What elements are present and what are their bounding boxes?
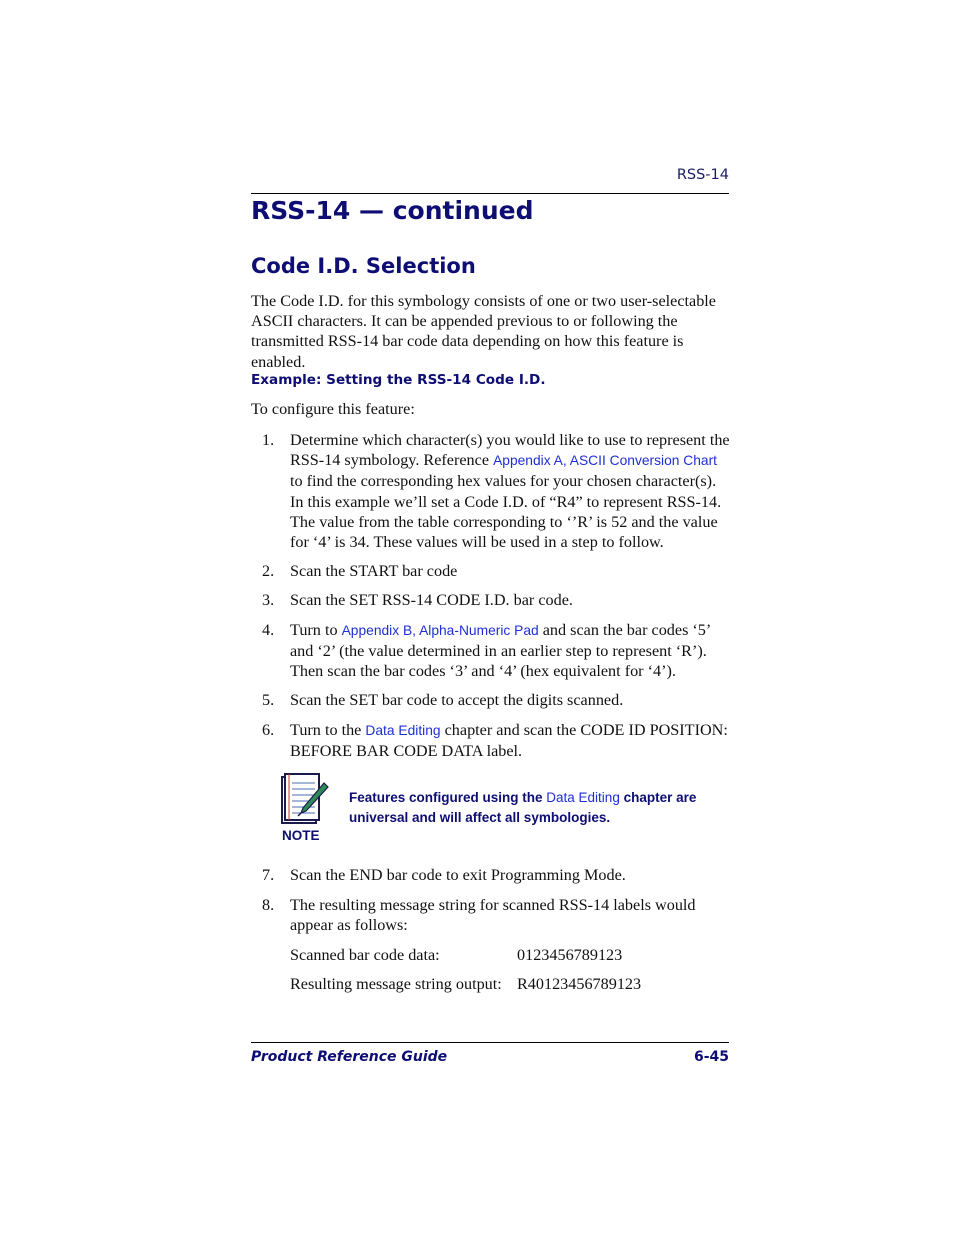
step-text-post: and scan the bar codes ‘5’ and ‘2’ (the value determined in an earlier step to represent ‘R’). Then scan the bar codes ‘3’ and ‘4’ (hex equivalent for ‘4’). (290, 621, 711, 681)
note-text-post: chapter are universal and will affect all symbologies. (349, 790, 697, 825)
footer-rule (251, 1042, 729, 1043)
step-number: 1. (262, 431, 275, 449)
note-icon (278, 771, 330, 831)
step-text (290, 620, 730, 682)
step-number: 6. (262, 721, 275, 739)
step-text: Scan the SET RSS-14 CODE I.D. bar code. (290, 591, 573, 609)
note-data-editing-link[interactable]: Data Editing (546, 790, 620, 805)
step-text-pre: Determine which character(s) you would like to use to represent the RSS-14 symbology. Reference (290, 431, 730, 470)
configure-text: To configure this feature: (251, 400, 415, 418)
step-number: 2. (262, 562, 275, 580)
running-head: RSS-14 (676, 167, 729, 183)
row-value: R40123456789123 (517, 975, 642, 993)
step-text: The resulting message string for scanned RSS-14 labels would appear as follows: (290, 896, 696, 935)
example-heading: Example: Setting the RSS-14 Code I.D. (251, 372, 546, 388)
step-text (290, 720, 730, 761)
note-text (349, 788, 709, 827)
step-text (290, 430, 730, 552)
row-value: 0123456789123 (517, 946, 623, 964)
appendix-a-link[interactable]: Appendix A, ASCII Conversion Chart (493, 453, 717, 469)
note-text-pre: Features configured using the (349, 790, 547, 805)
step-text-post: chapter and scan the CODE ID POSITION: BEFORE BAR CODE DATA label. (290, 721, 728, 761)
step-text-pre: Turn to (290, 621, 342, 639)
page-number: 6-45 (693, 1049, 729, 1065)
step-text: Scan the SET bar code to accept the digits scanned. (290, 691, 624, 709)
step-text: Scan the START bar code (290, 562, 458, 580)
chapter-title: RSS-14 — continued (251, 196, 534, 225)
step-number: 4. (262, 621, 275, 639)
note-label: NOTE (282, 828, 320, 843)
step-text: Scan the END bar code to exit Programming Mode. (290, 866, 626, 884)
row-label: Resulting message string output: (290, 975, 502, 993)
step-text-post: to find the corresponding hex values for your chosen character(s). In this example we’ll set a Code I.D. of “R4” to represent RSS-14. The value from the table corresponding to ‘’R’ is 52 and the value for ‘4’ is 34. These values will be used in a step to follow. (290, 472, 722, 552)
header-rule (251, 193, 729, 194)
row-label: Scanned bar code data: (290, 946, 440, 964)
footer-guide-title: Product Reference Guide (251, 1049, 448, 1065)
step-number: 8. (262, 896, 275, 914)
appendix-b-link[interactable]: Appendix B, Alpha-Numeric Pad (341, 623, 539, 638)
step-number: 7. (262, 866, 275, 884)
data-editing-link[interactable]: Data Editing (365, 723, 441, 738)
step-number: 3. (262, 591, 275, 609)
section-title: Code I.D. Selection (251, 254, 476, 278)
step-text-pre: Turn to the (290, 721, 366, 739)
intro-paragraph: The Code I.D. for this symbology consists of one or two user-selectable ASCII characters. It can be appended previous to or following the transmitted RSS-14 bar code data depending on how this feature is enabled. (251, 292, 716, 371)
step-number: 5. (262, 691, 275, 709)
